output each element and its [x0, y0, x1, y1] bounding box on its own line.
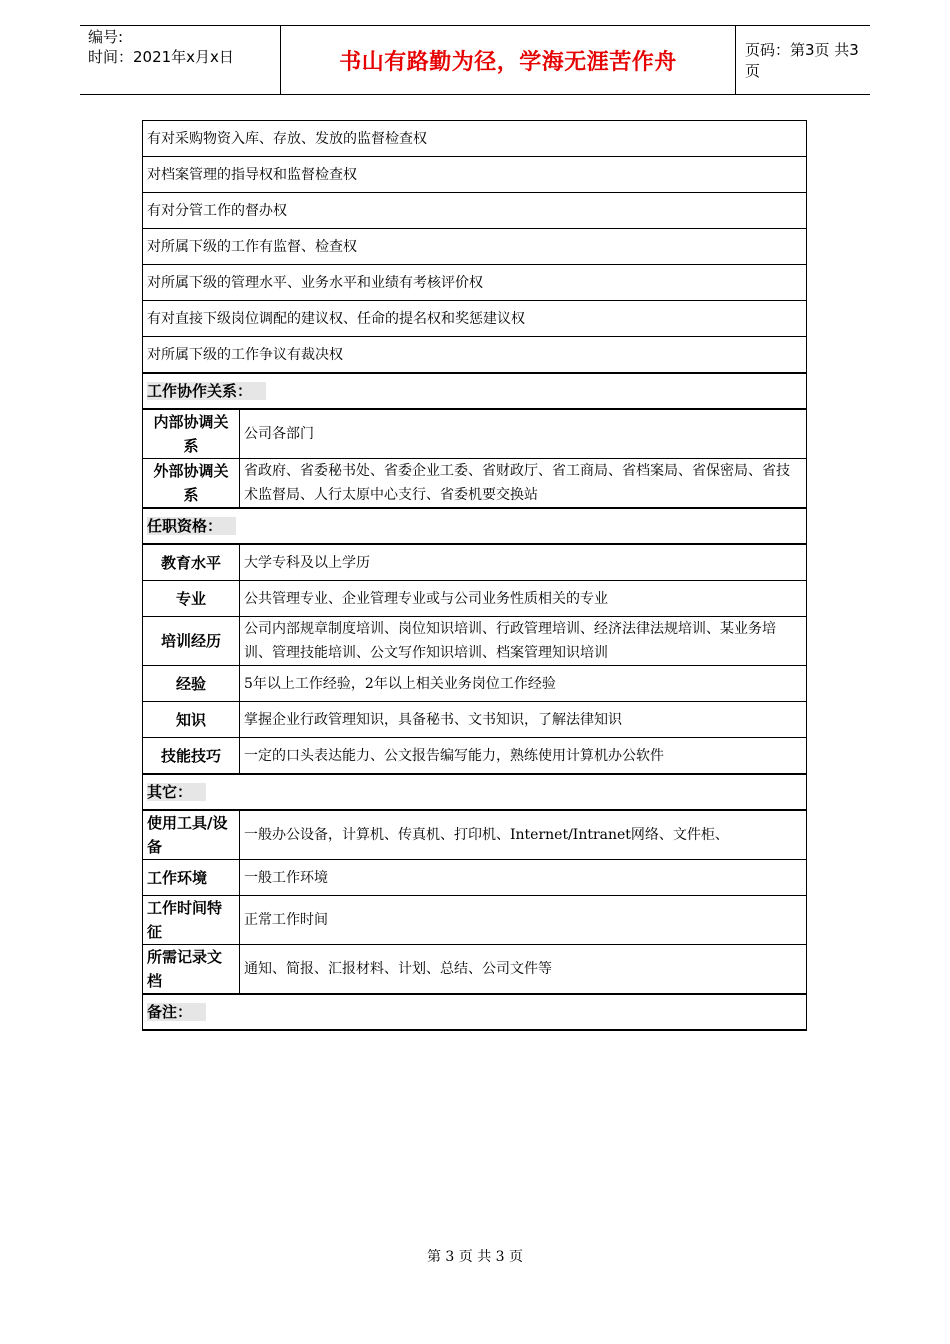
tools-row [143, 810, 807, 860]
header-page-cell [735, 26, 870, 94]
documents-label: 所需记录文档 [143, 945, 240, 995]
authority-row [143, 121, 807, 157]
environment-value: 一般工作环境 [240, 860, 807, 896]
experience-value: 5年以上工作经验，2年以上相关业务岗位工作经验 [240, 666, 807, 702]
education-value: 大学专科及以上学历 [240, 544, 807, 581]
internal-coordination-row [143, 409, 807, 459]
tools-label: 使用工具/设备 [143, 810, 240, 860]
documents-value: 通知、简报、汇报材料、计划、总结、公司文件等 [240, 945, 807, 995]
remarks-title: 备注： [147, 1003, 206, 1021]
major-value: 公共管理专业、企业管理专业或与公司业务性质相关的专业 [240, 581, 807, 617]
other-title: 其它： [147, 783, 206, 801]
skills-value: 一定的口头表达能力、公文报告编写能力，熟练使用计算机办公软件 [240, 738, 807, 775]
authority-item: 有对分管工作的督办权 [143, 193, 807, 229]
major-label: 专业 [143, 581, 240, 617]
authority-row [143, 337, 807, 374]
page-footer: 第 3 页 共 3 页 [426, 1249, 524, 1265]
other-section-header [143, 774, 807, 810]
knowledge-value: 掌握企业行政管理知识，具备秘书、文书知识，了解法律知识 [240, 702, 807, 738]
education-row [143, 544, 807, 581]
experience-row [143, 666, 807, 702]
environment-row [143, 860, 807, 896]
training-row [143, 617, 807, 666]
tools-value: 一般办公设备，计算机、传真机、打印机、Internet/Intranet网络、文件柜、 [240, 810, 807, 860]
training-value: 公司内部规章制度培训、岗位知识培训、行政管理培训、经济法律法规培训、某业务培训、管理技能培训、公文写作知识培训、档案管理知识培训 [240, 617, 807, 666]
authority-item: 对所属下级的工作有监督、检查权 [143, 229, 807, 265]
header-motto-cell [280, 26, 736, 94]
authority-row [143, 229, 807, 265]
authority-item: 对所属下级的管理水平、业务水平和业绩有考核评价权 [143, 265, 807, 301]
environment-label: 工作环境 [143, 860, 240, 896]
external-coordination-value: 省政府、省委秘书处、省委企业工委、省财政厅、省工商局、省档案局、省保密局、省技术监督局、人行太原中心支行、省委机要交换站 [240, 459, 807, 509]
authority-row [143, 157, 807, 193]
external-coordination-row [143, 459, 807, 509]
skills-row [143, 738, 807, 775]
authority-row [143, 301, 807, 337]
remarks-section-header [143, 994, 807, 1030]
work-time-value: 正常工作时间 [240, 896, 807, 945]
cooperation-title: 工作协作关系： [147, 382, 266, 400]
header-meta-cell [80, 26, 280, 94]
document-number-label: 编号: [88, 28, 124, 46]
knowledge-label: 知识 [143, 702, 240, 738]
cooperation-section-header [143, 373, 807, 409]
documents-row [143, 945, 807, 995]
motto-text: 书山有路勤为径，学海无涯苦作舟 [339, 49, 677, 75]
authority-row [143, 265, 807, 301]
work-time-row [143, 896, 807, 945]
qualifications-title: 任职资格： [147, 517, 236, 535]
job-description-table [142, 120, 807, 1031]
authority-row [143, 193, 807, 229]
training-label: 培训经历 [143, 617, 240, 666]
header-page-info: 页码：第3页 共3页 [745, 41, 859, 80]
authority-item: 有对采购物资入库、存放、发放的监督检查权 [143, 121, 807, 157]
page-header [80, 25, 870, 95]
internal-coordination-value: 公司各部门 [240, 409, 807, 459]
authority-item: 对档案管理的指导权和监督检查权 [143, 157, 807, 193]
authority-item: 对所属下级的工作争议有裁决权 [143, 337, 807, 374]
external-coordination-label: 外部协调关系 [143, 459, 240, 509]
knowledge-row [143, 702, 807, 738]
work-time-label: 工作时间特征 [143, 896, 240, 945]
skills-label: 技能技巧 [143, 738, 240, 775]
major-row [143, 581, 807, 617]
qualifications-section-header [143, 508, 807, 544]
internal-coordination-label: 内部协调关系 [143, 409, 240, 459]
document-time-label: 时间：2021年x月x日 [88, 48, 234, 66]
education-label: 教育水平 [143, 544, 240, 581]
authority-item: 有对直接下级岗位调配的建议权、任命的提名权和奖惩建议权 [143, 301, 807, 337]
experience-label: 经验 [143, 666, 240, 702]
